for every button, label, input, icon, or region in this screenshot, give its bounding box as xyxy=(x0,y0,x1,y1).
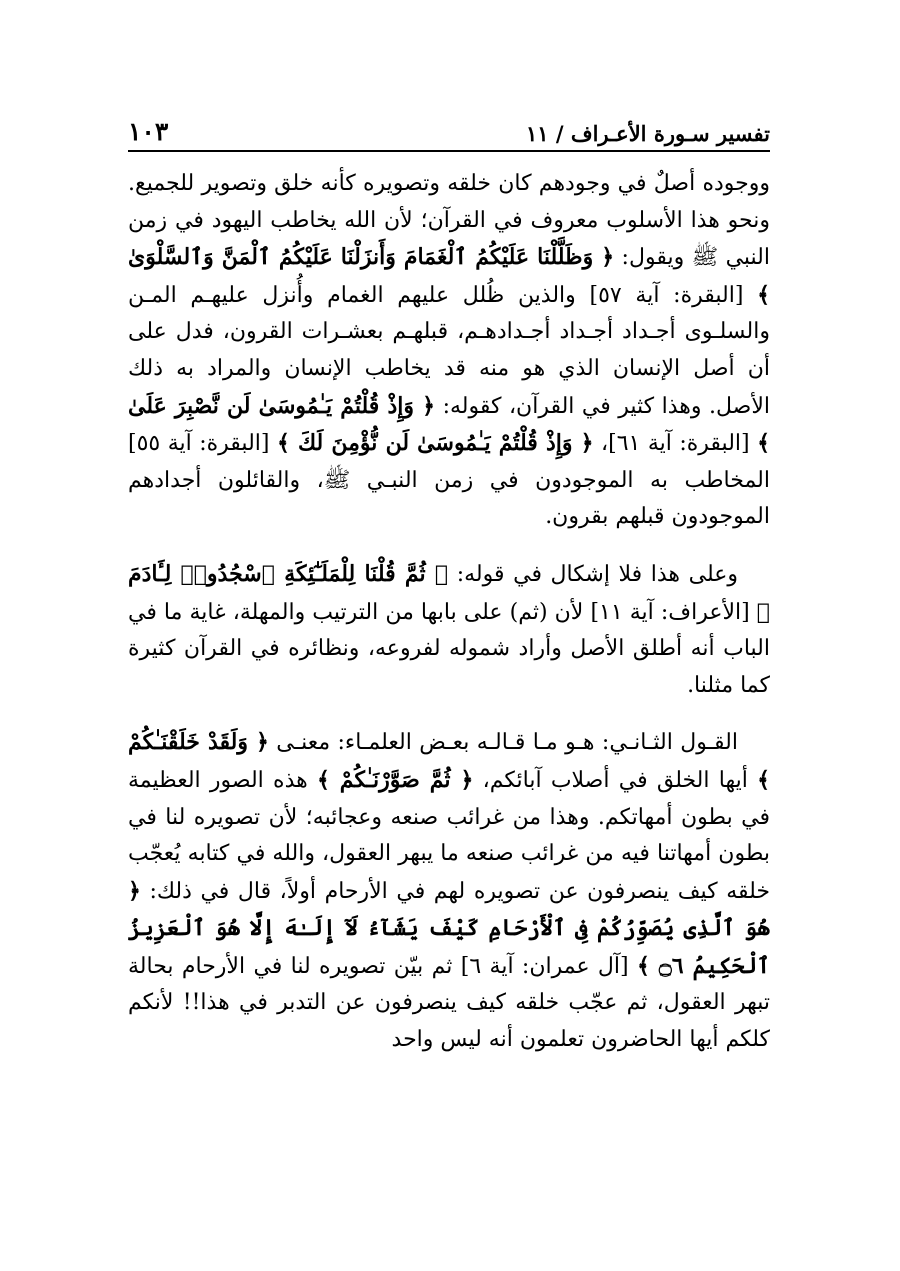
text-run: [البقرة: آية ٥٥] المخاطب به الموجودون في زمن النبـي ﷺ، والقائلون أجدادهم الموجودون قبلهم بقرون. xyxy=(128,431,770,530)
quran-verse: ﴿ وَإِذْ قُلْتُمْ يَـٰمُوسَىٰ لَن نَّصْبِرَ عَلَىٰ ﴾ xyxy=(128,392,770,457)
quran-verse: ﴿ وَلَقَدْ خَلَقْنَـٰكُمْ ﴾ xyxy=(128,729,770,793)
book-page xyxy=(128,106,770,1246)
page-body xyxy=(128,166,770,1059)
paragraph-2 xyxy=(128,556,770,704)
text-run: القـول الثـانـي: هـو مـا قـالـه بعـض العلمـاء: معنـى xyxy=(268,730,738,756)
text-run: أيها الخلق في أصلاب آبائكم، xyxy=(473,767,758,793)
text-run: وعلى هذا فلا إشكال في قوله: xyxy=(448,561,739,587)
text-run: ووجوده أصلٌ في وجودهم كان خلقه وتصويره كأنه خلق وتصوير للجميع. ونحو هذا الأسلوب معروف في القرآن؛ لأن الله يخاطب اليهود في زمن النبي ﷺ ويقول: xyxy=(128,171,771,271)
quran-verse: ﴿ وَإِذْ قُلْتُمْ يَـٰمُوسَىٰ لَن نُّؤْمِنَ لَكَ ﴾ xyxy=(276,430,594,457)
page-header xyxy=(128,106,770,152)
paragraph-3 xyxy=(128,724,770,1058)
quran-verse: ﴿ وَظَلَّلْنَا عَلَيْكُمُ ٱلْغَمَامَ وَأَنزَلْنَا عَلَيْكُمُ ٱلْمَنَّ وَٱلسَّلْوَىٰ ﴾ xyxy=(128,244,770,308)
text-run: [البقرة: آية ٥٧] والذين ظُلل عليهم الغمام وأُنزل عليهـم المـن والسلـوى أجـداد أجـداد أجـدادهـم، قبلهـم بعشـرات القرون، فدل على أن أصل الإنسان الذي هو منه قد يخاطب الإنسان والمراد به ذلك الأصل. وهذا كثير في القرآن، كقوله: xyxy=(128,282,770,419)
page-number: ١٠٣ xyxy=(128,117,169,146)
quran-verse: ﴿ هُوَ ٱلَّذِى يُصَوِّرُكُمْ فِى ٱلْأَرْحَامِ كَيْفَ يَشَآءُ لَآ إِلَـٰهَ إِلَّا هُوَ ٱلْعَزِيزُ ٱلْحَكِيمُ ۝٦ ﴾ xyxy=(128,877,770,979)
text-run: [الأعراف: آية ١١] لأن (ثم) على بابها من الترتيب والمهلة، غاية ما في الباب أنه أطلق الأصل وأراد شموله لفروعه، ونظائره في القرآن كثيرة كما مثلنا. xyxy=(128,599,770,698)
text-run: [آل عمران: آية ٦] ثم بيّن تصويره لنا في الأرحام بحالة تبهر العقول، ثم عجّب خلقه كيف ينصرفون عن التدبر في هذا!! لأنكم كلكم أيها الحاضرون تعلمون أنه ليس واحد xyxy=(128,953,770,1053)
text-run: [البقرة: آية ٦١]، xyxy=(593,431,758,457)
running-title: تفسير سـورة الأعـراف / ١١ xyxy=(525,121,770,146)
quran-verse: ﴿ ثُمَّ صَوَّرْنَـٰكُمْ ﴾ xyxy=(316,766,474,793)
quran-verse: ﴿ ثُمَّ قُلْنَا لِلْمَلَـٰٓئِكَةِ ٱسْجُدُوا۟ لِـَٔادَمَ ﴾ xyxy=(128,560,770,625)
paragraph-1 xyxy=(128,166,770,536)
text-run: هذه الصور العظيمة في بطون أمهاتكم. وهذا من غرائب صنعه وعجائبه؛ لأن تصويره لنا في بطون أمهاتنا فيه من غرائب صنعه ما يبهر العقول، والله في كتابه يُعجّب خلقه كيف ينصرفون عن تصويره لهم في الأرحام أولاً، قال في ذلك: xyxy=(128,767,770,904)
